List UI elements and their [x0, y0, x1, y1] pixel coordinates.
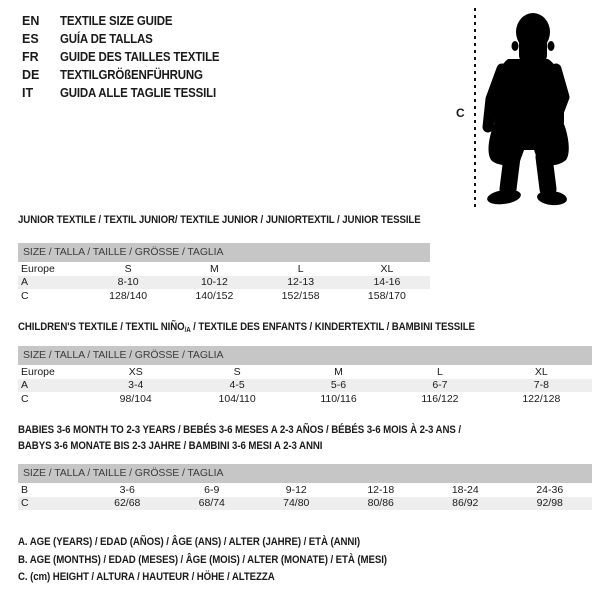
row-label: C	[21, 392, 29, 405]
legend-notes	[18, 536, 437, 589]
note-age-years: A. AGE (YEARS) / EDAD (AÑOS) / ÂGE (ANS) / ALTER (JAHRE) / ETÀ (ANNI)	[18, 536, 361, 548]
table-cell: 18-24	[451, 483, 479, 496]
row-label: Europe	[21, 365, 55, 378]
height-measure-figure	[450, 6, 600, 212]
table-cell: 3-6	[119, 483, 135, 496]
table-cell: 86/92	[452, 497, 479, 510]
babies-section-title-line1: BABIES 3-6 MONTH TO 2-3 YEARS / BEBÉS 3-6 MESES A 2-3 AÑOS / BÉBÉS 3-6 MOIS À 2-3 ANS /	[18, 424, 461, 436]
size-header-bar: SIZE / TALLA / TAILLE / GRÖSSE / TAGLIA	[18, 346, 592, 365]
table-cell: 6-9	[204, 483, 220, 496]
table-cell: 98/104	[119, 392, 152, 405]
table-cell: 8-10	[117, 276, 139, 289]
table-cell: 62/68	[114, 497, 141, 510]
toddler-silhouette-icon	[482, 8, 577, 208]
table-row	[18, 379, 592, 393]
row-label: B	[21, 483, 29, 496]
note-height-cm: C. (cm) HEIGHT / ALTURA / HAUTEUR / HÖHE / ALTEZZA	[18, 571, 275, 583]
table-cell: 140/152	[195, 289, 234, 302]
table-cell: L	[297, 262, 304, 275]
note-age-months: B. AGE (MONTHS) / EDAD (MESES) / ÂGE (MOIS) / ALTER (MONATE) / ETÀ (MESI)	[18, 553, 387, 566]
lang-title: TEXTILGRÖßENFÜHRUNG	[60, 68, 203, 82]
row-label: A	[21, 276, 29, 289]
table-row	[18, 262, 430, 276]
table-cell: S	[233, 365, 241, 378]
lang-code: EN	[22, 14, 40, 28]
table-cell: 12-13	[287, 276, 315, 289]
lang-title: GUIDE DES TAILLES TEXTILE	[60, 50, 220, 64]
children-section-title	[18, 321, 475, 334]
lang-row-fr	[22, 48, 233, 66]
table-cell: 152/158	[281, 289, 320, 302]
table-cell: 7-8	[533, 379, 549, 392]
children-title-text: CHILDREN'S TEXTILE / TEXTIL NIÑO	[18, 321, 185, 333]
height-measure-label: C	[456, 106, 465, 120]
height-dashed-line	[474, 8, 476, 208]
table-cell: 74/80	[283, 497, 310, 510]
table-cell: S	[124, 262, 132, 275]
lang-title: GUIDA ALLE TAGLIE TESSILI	[60, 86, 216, 100]
table-cell: 9-12	[285, 483, 307, 496]
table-row	[18, 483, 592, 497]
table-cell: 122/128	[522, 392, 561, 405]
junior-size-table	[18, 243, 430, 303]
table-cell: 110/116	[320, 392, 357, 405]
size-header-bar: SIZE / TALLA / TAILLE / GRÖSSE / TAGLIA	[18, 464, 592, 483]
table-cell: 116/122	[421, 392, 459, 405]
table-cell: 14-16	[373, 276, 401, 289]
table-cell: 4-5	[229, 379, 245, 392]
table-cell: M	[210, 262, 219, 275]
lang-title: GUÍA DE TALLAS	[60, 32, 153, 46]
table-cell: 24-36	[536, 483, 564, 496]
children-size-table	[18, 346, 592, 406]
row-label: C	[21, 289, 29, 302]
lang-row-it	[22, 84, 233, 102]
table-row	[18, 392, 592, 406]
lang-code: FR	[22, 50, 39, 64]
children-title-subscript: /A	[184, 327, 191, 334]
table-cell: 6-7	[432, 379, 448, 392]
table-row	[18, 276, 430, 290]
table-cell: 68/74	[198, 497, 225, 510]
junior-section-title: JUNIOR TEXTILE / TEXTIL JUNIOR/ TEXTILE JUNIOR / JUNIORTEXTIL / JUNIOR TESSILE	[18, 214, 421, 226]
table-cell: XL	[380, 262, 394, 275]
row-label: A	[21, 379, 29, 392]
table-cell: 5-6	[330, 379, 347, 392]
table-cell: XS	[128, 365, 143, 378]
babies-section-title-line2: BABYS 3-6 MONATE BIS 2-3 JAHRE / BAMBINI 3-6 MESI A 2-3 ANNI	[18, 440, 323, 452]
table-cell: 92/98	[536, 497, 563, 510]
table-cell: M	[334, 365, 343, 378]
lang-row-en	[22, 12, 233, 30]
lang-title: TEXTILE SIZE GUIDE	[60, 14, 173, 28]
table-row	[18, 497, 592, 511]
row-label: C	[21, 497, 29, 510]
lang-row-de	[22, 66, 233, 84]
row-label: Europe	[21, 262, 55, 275]
table-cell: 80/86	[367, 497, 394, 510]
table-cell: 104/110	[218, 392, 256, 405]
size-header-bar: SIZE / TALLA / TAILLE / GRÖSSE / TAGLIA	[18, 243, 430, 262]
lang-row-es	[22, 30, 233, 48]
table-cell: 158/170	[367, 289, 406, 302]
table-cell: L	[437, 365, 443, 378]
table-cell: XL	[534, 365, 548, 378]
table-row	[18, 365, 592, 379]
table-cell: 3-4	[128, 379, 144, 392]
table-cell: 12-18	[367, 483, 395, 496]
lang-code: ES	[22, 32, 39, 46]
lang-code: DE	[22, 68, 40, 82]
lang-code: IT	[22, 86, 34, 100]
table-cell: 128/140	[109, 289, 148, 302]
language-title-list	[22, 12, 233, 102]
table-cell: 10-12	[200, 276, 228, 289]
babies-size-table	[18, 464, 592, 510]
children-title-text: / TEXTILE DES ENFANTS / KINDERTEXTIL / BAMBINI TESSILE	[190, 321, 475, 333]
table-row	[18, 289, 430, 303]
